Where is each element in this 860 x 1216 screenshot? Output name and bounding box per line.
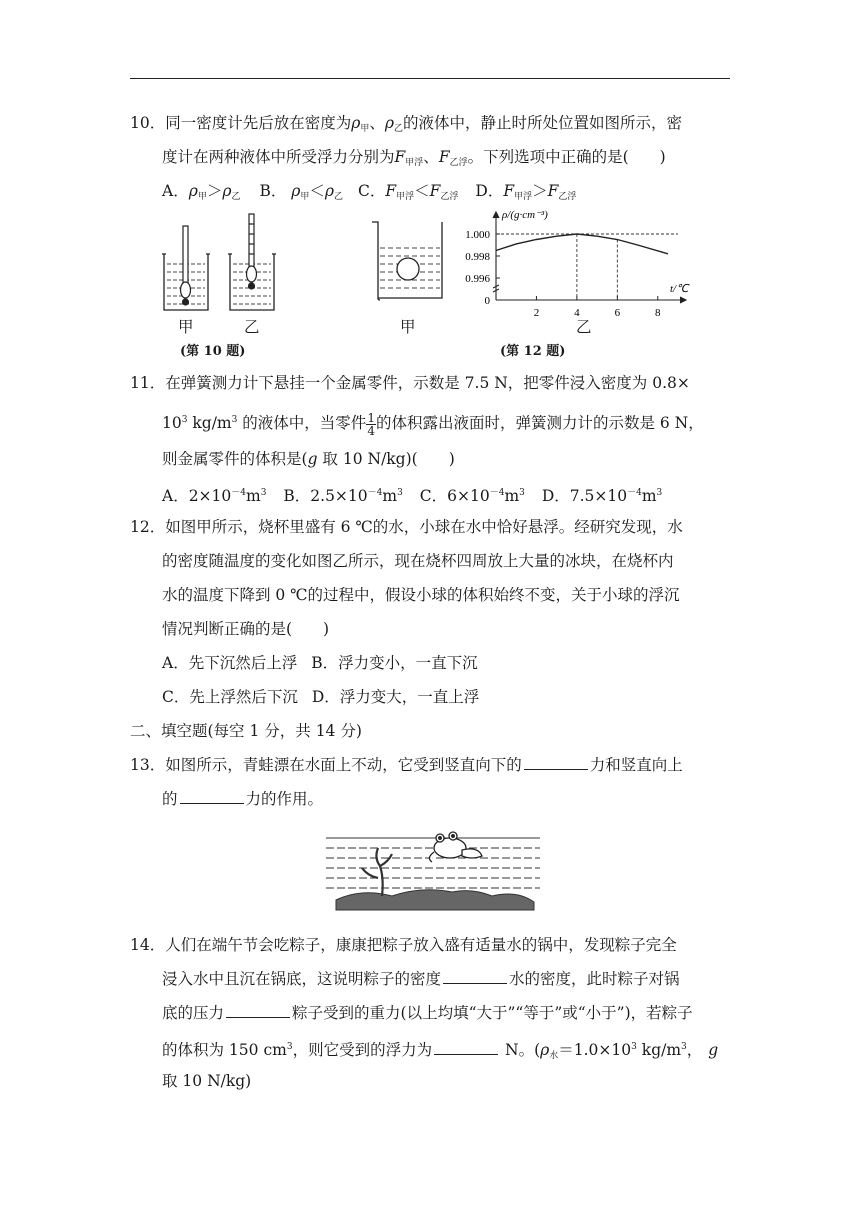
q12-fig-label-jia: 甲 (400, 318, 416, 336)
q10-line2: 度计在两种液体中所受浮力分别为$F_{甲浮}$、$F_{乙浮}$。下列选项中正确的是( ) (162, 148, 666, 168)
q12-caption: (第 12 题) (500, 344, 566, 359)
q12-line1: 12．如图甲所示，烧杯里盛有 6 ℃的水，小球在水中恰好悬浮。经研究发现，水 (130, 518, 683, 536)
q10-option-d: D．$F_{甲浮}>F_{乙浮}$ (475, 182, 577, 202)
q10-option-c: C．$F_{甲浮}<F_{乙浮}$ (358, 182, 459, 202)
q13-blank-2 (180, 789, 244, 804)
q12-options-row2 (162, 686, 479, 708)
y-tick-label: 0.998 (465, 251, 490, 263)
q11-option-a: A．$2\times 10^{-4}m^3$ (162, 487, 267, 505)
q11-line2: $10^3$ $kg/m^3$ 的液体中，当零件 $\frac{1}{4}$ 的体积露出液面时，弹簧测力计的示数是 6 N， (162, 410, 704, 438)
q12-option-d: D．浮力变大，一直上浮 (311, 688, 480, 706)
ball-12 (397, 258, 419, 280)
hydrometer-yi (247, 214, 257, 289)
q14-blank-1 (443, 969, 507, 984)
hydrometer-jia (181, 226, 191, 305)
x-tick-label: 4 (574, 307, 580, 319)
q11-option-d: D．$7.5\times 10^{-4}m^3$ (541, 487, 663, 505)
water-plant (362, 848, 392, 896)
q12-line4: 情况判断正确的是( ) (162, 620, 330, 638)
q13-line1: 13．如图所示，青蛙漂在水面上不动，它受到竖直向下的 力和竖直向上 (130, 756, 683, 774)
q11-line3: 则金属零件的体积是(g 取 10 N/kg)( ) (162, 450, 455, 468)
q13-blank-1 (524, 755, 588, 770)
q10-fig-label-yi: 乙 (244, 318, 260, 336)
x-axis-arrow (680, 297, 686, 303)
q12-density-chart (452, 208, 702, 326)
riverbed-rocks (336, 890, 534, 910)
y-tick-label: 0 (484, 295, 490, 307)
x-tick-label: 6 (614, 307, 621, 319)
q10-figure (158, 210, 278, 320)
x-tick-label: 2 (533, 307, 540, 319)
q10-line1: 10．同一密度计先后放在密度为$\rho_甲$、$\rho_乙$的液体中，静止时所处位置如图所示，密 (130, 114, 683, 134)
q13-frog-figure (322, 818, 544, 916)
q11-options (162, 482, 662, 507)
water-surface-lines (326, 838, 540, 888)
density-curve (496, 234, 668, 254)
y-axis-label: ρ/(g·cm⁻³) (502, 209, 548, 221)
q11-line1: 11．在弹簧测力计下悬挂一个金属零件，示数是 7.5 N，把零件浸入密度为 0.8× (130, 374, 690, 392)
x-axis-label: t/℃ (670, 283, 689, 295)
q14-blank-3 (434, 1040, 498, 1055)
q12-line3: 水的温度下降到 0 ℃的过程中，假设小球的体积始终不变，关于小球的浮沉 (162, 586, 680, 604)
y-axis-arrow (493, 212, 499, 218)
q12-option-b: B．浮力变小，一直下沉 (311, 654, 478, 672)
q14-line2: 浸入水中且沉在锅底，这说明粽子的密度 水的密度，此时粽子对锅 (162, 970, 680, 988)
q11-fraction: $\frac{1}{4}$ (367, 410, 375, 438)
q12-option-a: A．先下沉然后上浮 (162, 654, 298, 672)
q10-caption: (第 10 题) (180, 344, 246, 359)
q12-fig-label-yi: 乙 (576, 318, 592, 336)
q12-beaker-figure (370, 218, 446, 304)
x-tick-label: 8 (655, 307, 661, 319)
q13-line2: 的 力的作用。 (162, 790, 324, 808)
section-2-title: 二、填空题(每空 1 分，共 14 分) (130, 722, 362, 740)
q14-blank-2 (226, 1003, 290, 1018)
q14-line1: 14．人们在端午节会吃粽子，康康把粽子放入盛有适量水的锅中，发现粽子完全 (130, 936, 677, 954)
q12-options-row1 (162, 652, 478, 674)
q10-options (162, 180, 576, 208)
q14-line5: 取 10 N/kg) (162, 1072, 252, 1090)
y-tick-label: 0.996 (465, 273, 490, 285)
q10-fig-label-jia: 甲 (178, 318, 194, 336)
q10-option-a: A．$\rho_甲>\rho_乙$ (162, 182, 241, 202)
q11-option-b: B．$2.5\times 10^{-4}m^3$ (283, 487, 403, 505)
q10-option-b: B． $\rho_甲<\rho_乙$ (259, 182, 344, 202)
q12-line2: 的密度随温度的变化如图乙所示，现在烧杯四周放上大量的冰块，在烧杯内 (162, 552, 674, 570)
q11-option-c: C．$6\times 10^{-4}m^3$ (419, 487, 525, 505)
y-tick-label: 1.000 (465, 229, 490, 241)
top-rule (130, 78, 730, 79)
q14-line3: 底的压力 粽子受到的重力(以上均填“大于”“等于”或“小于”)，若粽子 (162, 1004, 693, 1022)
q12-option-c: C．先上浮然后下沉 (162, 688, 298, 706)
q14-line4: 的体积为 150 $cm^3$，则它受到的浮力为 N。($\rho_水=1.0\times 10^3$ $kg/m^3$， g (162, 1041, 719, 1061)
